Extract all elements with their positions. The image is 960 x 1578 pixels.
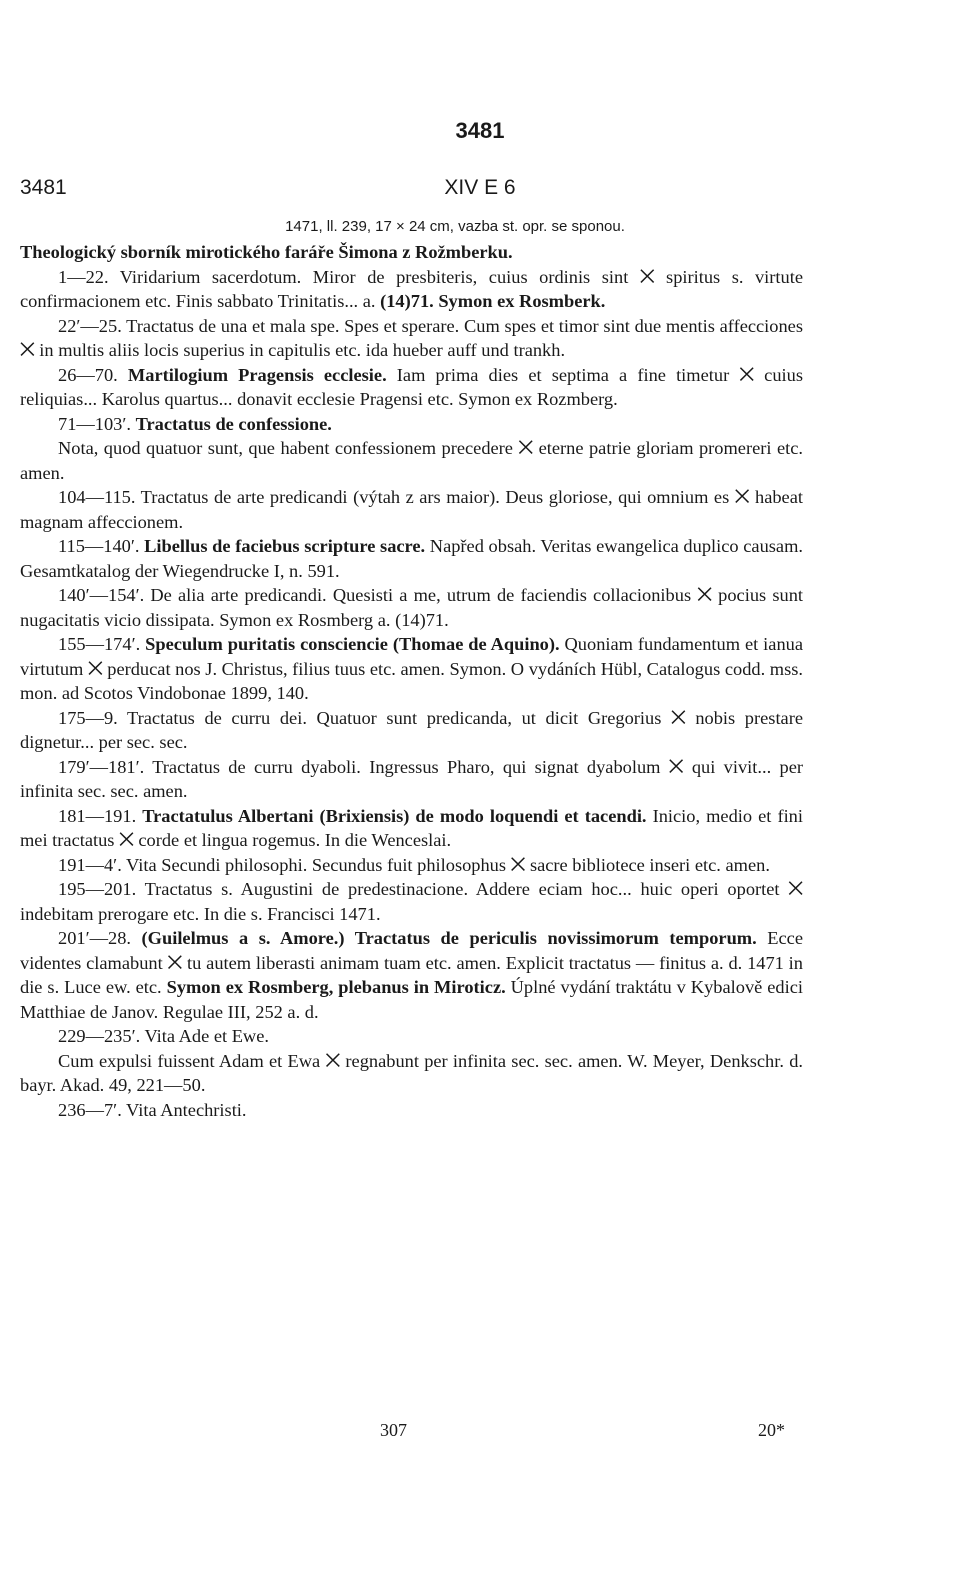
catalog-paragraph: [20, 240, 803, 265]
catalog-paragraph: [20, 632, 803, 706]
text-run: Quoniam fundamentum et ianua virtutum ⨉ perducat nos J. Christus, filius tuus etc. amen. Symon. O vydáních Hübl, Catalogus codd. mss. mon. ad Scotos Vindobonae 1899, 140.: [20, 634, 804, 703]
text-run: 140′—154′. De alia arte predicandi. Quesisti a me, utrum de faciendis collacionibus ⨉ pocius sunt nugacitatis vicio dissipata. Symon ex Rosmberg a. (14)71.: [20, 585, 803, 630]
text-run: 175—9. Tractatus de curru dei. Quatuor sunt predicanda, ut dicit Gregorius ⨉ nobis prestare dignetur... per sec. sec.: [20, 707, 803, 752]
text-run: 236—7′. Vita Antechristi.: [58, 1099, 247, 1120]
text-run: 104—115. Tractatus de arte predicandi (výtah z ars maior). Deus gloriose, qui omnium es ⨉ habeat magnam affeccionem.: [20, 487, 803, 532]
catalog-paragraph: [20, 926, 803, 1024]
text-run: Ecce videntes clamabunt ⨉ tu autem liberasti animam tuam etc. amen. Explicit tractatus — finitus a. d. 1471 in die s. Luce ew. etc.: [20, 928, 803, 997]
text-run: Nota, quod quatuor sunt, que habent confessionem precedere ⨉ eterne patrie gloriam promereri etc. amen.: [20, 438, 803, 483]
catalog-paragraph: [20, 436, 803, 485]
bold-text: Speculum puritatis consciencie (Thomae de Aquino).: [145, 634, 560, 654]
catalog-paragraph: [20, 314, 803, 363]
shelfmark: XIV E 6: [444, 176, 516, 199]
text-run: Napřed obsah. Veritas ewangelica duplico causam. Gesamtkatalog der Wiegendrucke I, n. 591.: [20, 536, 803, 581]
text-run: Cum expulsi fuissent Adam et Ewa ⨉ regnabunt per infinita sec. sec. amen. W. Meyer, Denkschr. d. bayr. Akad. 49, 221—50.: [20, 1050, 803, 1095]
physical-description: 1471, ll. 239, 17 × 24 cm, vazba st. opr. se sponou.: [285, 218, 625, 235]
bold-text: Symon ex Rosmberg, plebanus in Miroticz.: [166, 977, 506, 997]
bold-text: Tractatulus Albertani (Brixiensis) de modo loquendi et tacendi.: [142, 805, 647, 826]
catalog-paragraph: [20, 485, 803, 534]
text-run: 181—191.: [58, 805, 143, 826]
catalog-paragraph: [20, 706, 803, 755]
bold-text: Tractatus de confessione.: [135, 413, 332, 434]
page-number: 307: [380, 1420, 407, 1440]
text-run: 201′—28.: [58, 928, 142, 948]
text-run: 1—22. Viridarium sacerdotum. Miror de presbiteris, cuius ordinis sint ⨉ spiritus s. virtute confirmacionem etc. Finis sabbato Trinitatis... a.: [20, 266, 803, 311]
catalog-paragraph: [20, 583, 803, 632]
catalog-paragraph: [20, 853, 803, 878]
bold-text: Martilogium Pragensis ecclesie.: [127, 364, 387, 385]
catalog-paragraph: [20, 755, 803, 804]
text-run: 115—140′.: [58, 536, 145, 556]
bold-text: (Guilelmus a s. Amore.) Tractatus de periculis novissimorum temporum.: [141, 928, 757, 948]
text-run: 195—201. Tractatus s. Augustini de predestinacione. Addere eciam hoc... huic operi oportet ⨉ indebitam prerogare etc. In die s. Francisci 1471.: [20, 879, 803, 924]
text-run: Inicio, medio et fini mei tractatus ⨉ corde et lingua rogemus. In die Wenceslai.: [20, 805, 803, 850]
catalog-paragraph: [20, 412, 803, 437]
text-run: Iam prima dies et septima a fine timetur ⨉ cuius reliquias... Karolus quartus... donavit ecclesie Pragensi etc. Symon ex Rozmberg.: [20, 364, 803, 409]
catalog-paragraph: [20, 877, 803, 926]
text-run: 229—235′. Vita Ade et Ewe.: [58, 1026, 269, 1046]
catalog-paragraph: [20, 363, 803, 412]
running-header-number: 3481: [455, 118, 505, 143]
catalog-paragraph: [20, 534, 803, 583]
bold-text: Theologický sborník mirotického faráře Šimona z Rožmberku.: [20, 242, 513, 262]
text-run: Úplné vydání traktátu v Kybalově edici Matthiae de Janov. Regulae III, 252 a. d.: [20, 977, 803, 1022]
bold-text: (14)71. Symon ex Rosmberk.: [380, 291, 606, 311]
entry-number: 3481: [20, 176, 67, 199]
text-run: 155—174′.: [58, 634, 146, 654]
catalog-paragraph: [20, 1049, 803, 1098]
text-run: 71—103′.: [58, 413, 136, 434]
text-run: 191—4′. Vita Secundi philosophi. Secundus fuit philosophus ⨉ sacre bibliotece inseri etc. amen.: [58, 854, 770, 875]
catalog-paragraph: [20, 265, 803, 314]
entry-body: [20, 240, 803, 1122]
text-run: 26—70.: [58, 364, 128, 385]
signature-mark: 20*: [758, 1420, 785, 1440]
catalog-paragraph: [20, 804, 803, 853]
bold-text: Libellus de faciebus scripture sacre.: [144, 536, 426, 556]
text-run: 179′—181′. Tractatus de curru dyaboli. Ingressus Pharo, qui signat dyabolum ⨉ qui vivit... per infinita sec. sec. amen.: [20, 756, 803, 801]
text-run: 22′—25. Tractatus de una et mala spe. Spes et sperare. Cum spes et timor sint due mentis affecciones ⨉ in multis aliis locis superius in capitulis etc. ida hueber auff und trankh.: [20, 315, 803, 360]
catalog-paragraph: [20, 1024, 803, 1049]
catalog-paragraph: [20, 1098, 803, 1123]
